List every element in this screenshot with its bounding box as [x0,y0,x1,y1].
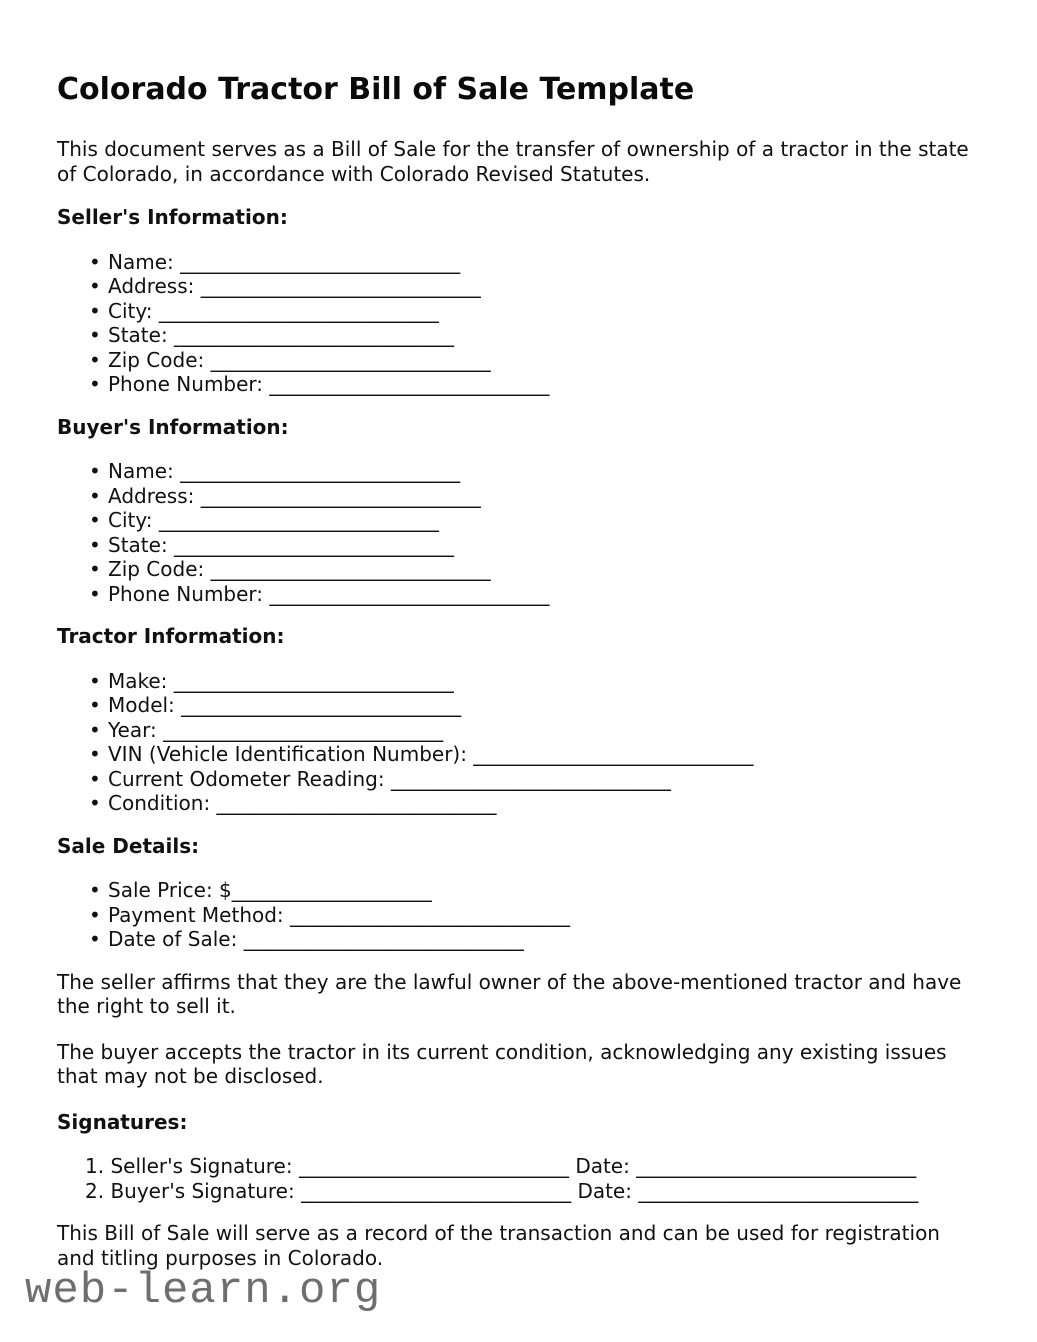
buyer-city-field [108,508,980,533]
field-label: Address: [108,274,201,298]
blank-line: ____________________________ [174,532,455,557]
tractor-year-field [108,718,980,743]
buyer-name-field [108,459,980,484]
sale-details-heading: Sale Details: [57,833,200,858]
tractor-make-field [108,669,980,694]
signature-line: ___________________________ [298,1154,569,1178]
signature-label: Seller's Signature: [110,1154,299,1178]
buyer-phone-field [108,582,980,607]
field-label: City: [108,298,159,323]
blank-line: ____________________________ [473,742,754,766]
date-of-sale-field [108,927,980,952]
closing-paragraph: This Bill of Sale will serve as a record of the transaction and can be used for registration and titling purposes in Colorado. [57,1221,940,1270]
field-label: Address: [108,483,201,508]
blank-line: ____________________________ [200,483,481,508]
blank-line: ____________________________ [200,274,481,298]
blank-line: ____________________________ [180,459,461,483]
blank-line: ____________________________ [210,347,491,372]
payment-method-field [108,903,980,928]
tractor-model-field [108,693,980,718]
field-label: Zip Code: [108,347,211,372]
blank-line: ____________________________ [210,557,491,581]
sale-details-list [57,878,980,952]
row-number: 2. [85,1178,105,1203]
field-label: Zip Code: [108,557,211,581]
field-label: VIN (Vehicle Identification Number): [108,742,474,766]
seller-signature-row [85,1154,980,1179]
buyer-info-heading: Buyer's Information: [57,414,289,439]
seller-affirmation-paragraph: The seller affirms that they are the lawful owner of the above-mentioned tractor and have the right to sell it. [57,969,962,1018]
blank-line: ____________________ [231,878,432,902]
date-line: ____________________________ [636,1154,917,1178]
field-label: Year: [108,717,164,742]
blank-line: ____________________________ [269,372,550,396]
field-label: Model: [108,693,182,717]
field-label: City: [108,508,159,532]
field-label: Name: [108,459,181,483]
sale-price-field [108,878,980,903]
buyer-state-field [108,533,980,558]
field-label: Sale Price: $ [108,878,232,902]
seller-state-field [108,323,980,348]
buyer-zip-field [108,557,980,582]
field-label: Condition: [108,791,217,815]
signatures-list [57,1154,980,1203]
field-label: Current Odometer Reading: [108,766,391,791]
field-label: Date of Sale: [108,927,244,951]
buyer-info-list [57,459,980,606]
field-label: Phone Number: [108,372,270,396]
seller-zip-field [108,348,980,373]
blank-line: ____________________________ [269,581,550,606]
blank-line: ____________________________ [181,693,462,717]
blank-line: ____________________________ [158,298,439,323]
seller-phone-field [108,372,980,397]
field-label: State: [108,323,175,347]
blank-line: ____________________________ [158,508,439,532]
signature-line: ___________________________ [301,1178,572,1203]
blank-line: ____________________________ [243,927,524,951]
seller-city-field [108,299,980,324]
field-label: Payment Method: [108,902,291,927]
blank-line: ____________________________ [390,766,671,791]
buyer-address-field [108,484,980,509]
seller-info-heading: Seller's Information: [57,205,288,229]
field-label: Phone Number: [108,581,270,606]
tractor-info-list [57,669,980,816]
signature-label: Buyer's Signature: [110,1178,302,1203]
buyer-acceptance-paragraph: The buyer accepts the tractor in its current condition, acknowledging any existing issues that may not be disclosed. [57,1039,947,1088]
blank-line: ____________________________ [173,668,454,693]
blank-line: ____________________________ [174,323,455,347]
field-label: Make: [108,668,174,693]
blank-line: ____________________________ [216,791,497,815]
intro-paragraph: This document serves as a Bill of Sale for the transfer of ownership of a tractor in the state of Colorado, in accordance with Colorado Revised Statutes. [57,137,969,186]
tractor-info-heading: Tractor Information: [57,624,285,648]
blank-line: ____________________________ [290,902,571,927]
date-label: Date: [577,1178,639,1203]
field-label: Name: [108,249,181,274]
seller-info-list [57,250,980,397]
document-title: Colorado Tractor Bill of Sale Template [57,72,695,107]
tractor-vin-field [108,742,980,767]
date-line: ____________________________ [638,1178,919,1203]
seller-name-field [108,250,980,275]
blank-line: ____________________________ [163,717,444,742]
date-label: Date: [575,1154,637,1178]
row-number: 1. [85,1154,105,1178]
signatures-heading: Signatures: [57,1109,188,1134]
tractor-odometer-field [108,767,980,792]
tractor-condition-field [108,791,980,816]
watermark: web-learn.org [25,1266,382,1316]
blank-line: ____________________________ [180,249,461,274]
field-label: State: [108,532,175,557]
buyer-signature-row [85,1179,980,1204]
seller-address-field [108,274,980,299]
